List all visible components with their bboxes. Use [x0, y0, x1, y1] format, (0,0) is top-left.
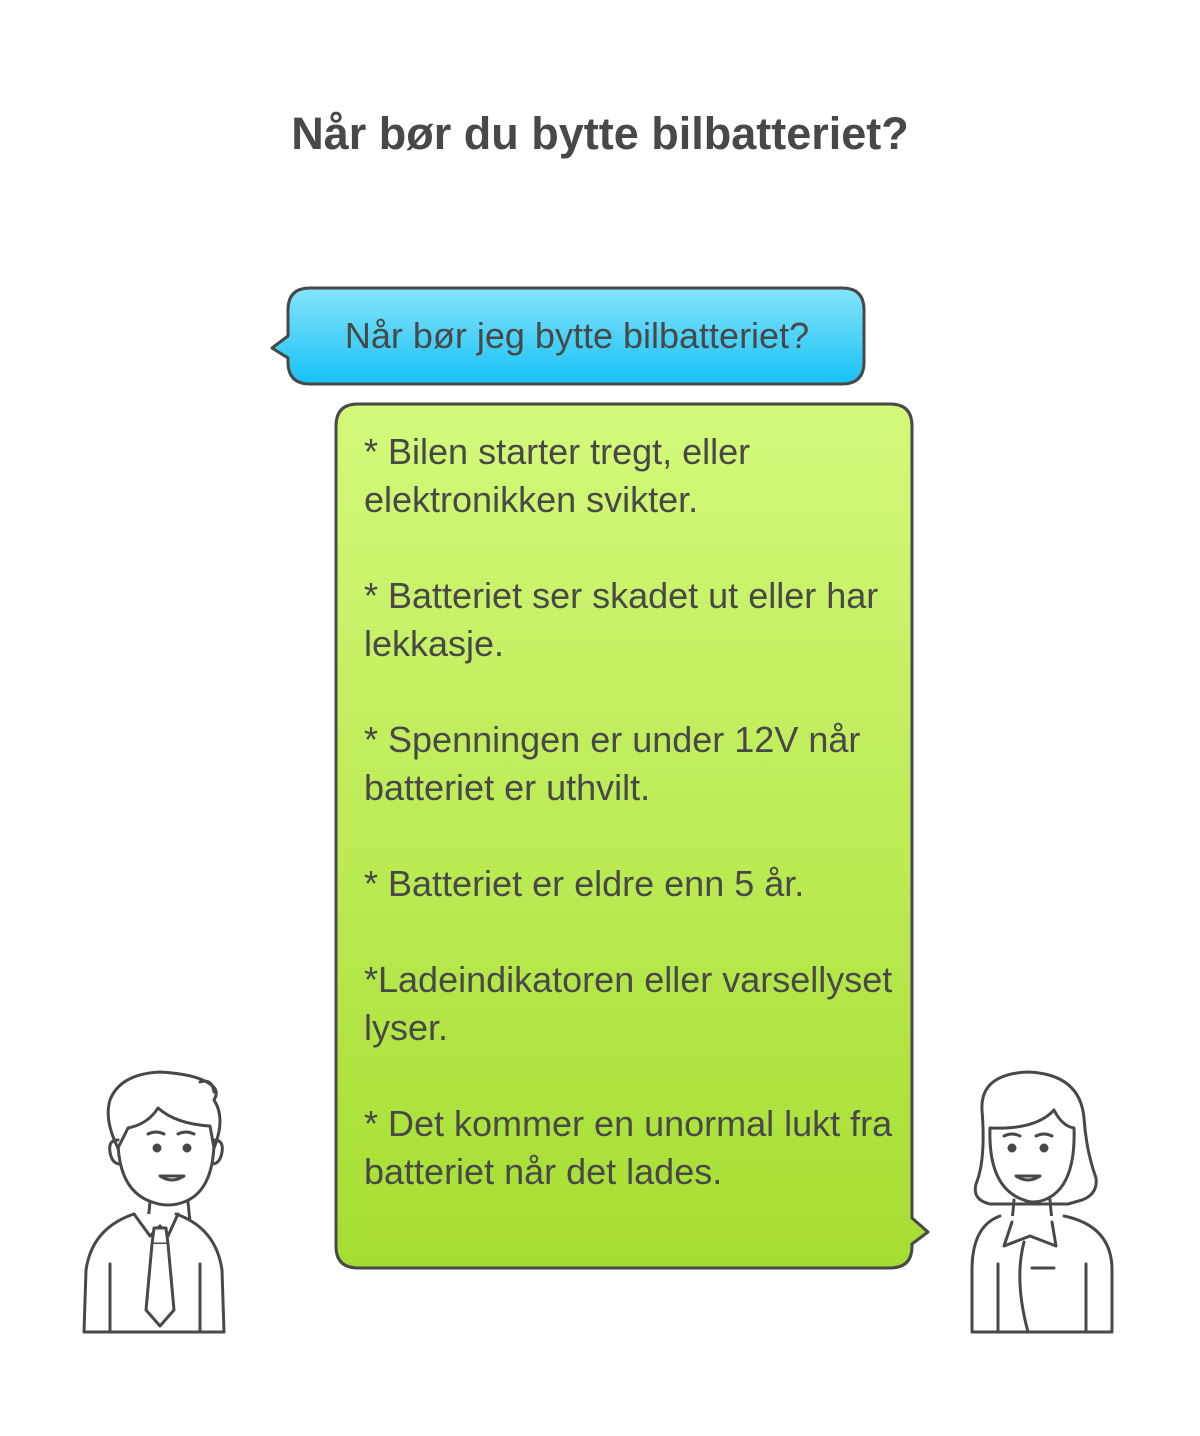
answer-item: *Ladeindikatoren eller varsellyset lyser. [364, 959, 893, 1048]
woman-icon [972, 1072, 1112, 1332]
answer-list [364, 428, 894, 1196]
question-text: Når bør jeg bytte bilbatteriet? [344, 315, 810, 356]
man-with-tie-icon [84, 1072, 224, 1332]
page-title: Når bør du bytte bilbatteriet? [291, 108, 909, 159]
answer-item: * Bilen starter tregt, eller elektronikken svikter. [364, 431, 751, 520]
answer-item: * Batteriet er eldre enn 5 år. [364, 863, 805, 904]
answer-item: * Det kommer en unormal lukt fra batteriet når det lades. [364, 1103, 893, 1192]
answer-item: * Spenningen er under 12V når batteriet er uthvilt. [364, 719, 861, 808]
answer-item: * Batteriet ser skadet ut eller har lekkasje. [364, 575, 879, 664]
